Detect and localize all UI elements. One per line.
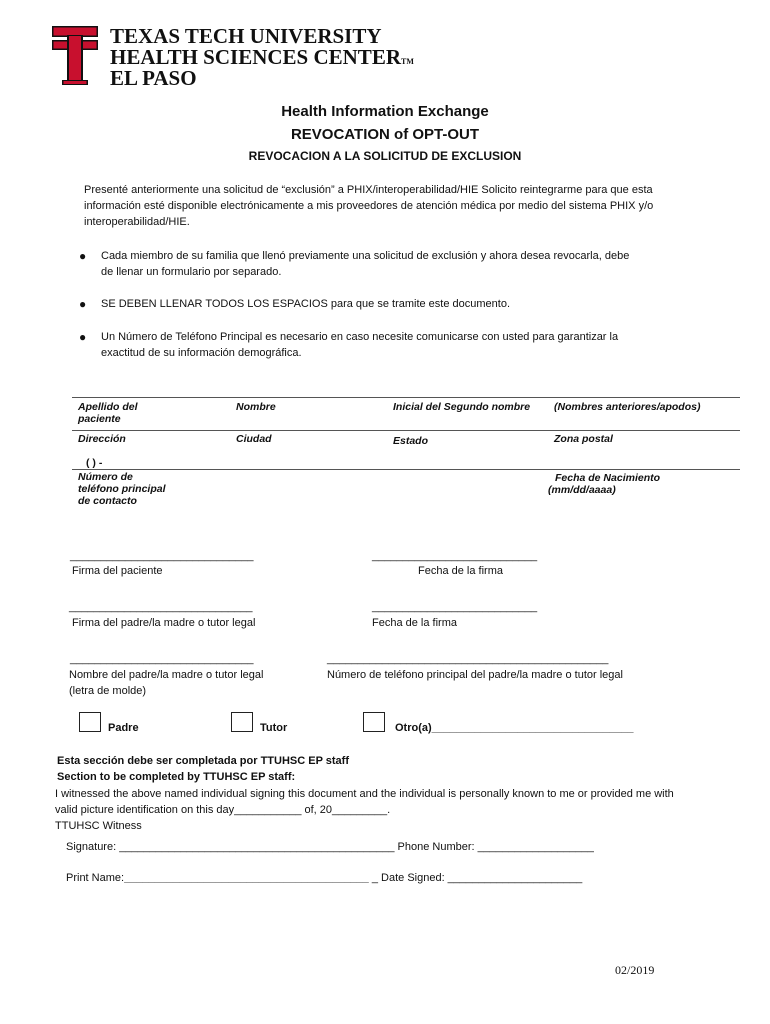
brand-line-1: TEXAS TECH UNIVERSITY <box>110 24 382 48</box>
bullet-text: Un Número de Teléfono Principal es necesario en caso necesite comunicarse con usted para garantizar la <box>101 331 619 343</box>
city-label: Ciudad <box>236 433 272 445</box>
witness-statement-line-2: valid picture identification on this day___________ of, 20_________. <box>55 804 391 816</box>
texas-tech-double-t-logo <box>52 26 98 86</box>
staff-heading-en: Section to be completed by TTUHSC EP staff: <box>57 771 296 783</box>
bullet-dot: ● <box>79 249 87 263</box>
tutor-checkbox-label: Tutor <box>260 722 288 734</box>
patient-signature-line[interactable]: ______________________________ <box>70 550 254 562</box>
witness-signature-phone-row[interactable]: Signature: _____________________________________________ Phone Number: ___________________ <box>66 841 594 853</box>
guardian-name-line[interactable]: ______________________________ <box>70 653 254 665</box>
witness-statement-line-1: I witnessed the above named individual signing this document and the individual is personally known to me or provided me with <box>55 788 674 800</box>
guardian-sign-date-line[interactable]: ___________________________ <box>372 601 538 613</box>
parent-checkbox[interactable] <box>79 712 101 732</box>
print-name-line[interactable]: ________________________________________ <box>124 872 369 884</box>
zip-label: Zona postal <box>554 433 613 445</box>
address-label: Dirección <box>78 433 126 445</box>
bullet-dot: ● <box>79 330 87 344</box>
bullet-text: de llenar un formulario por separado. <box>101 266 282 278</box>
first-name-label: Nombre <box>236 401 276 413</box>
bullet-dot: ● <box>79 297 87 311</box>
date-signed-field[interactable]: _ Date Signed: ______________________ <box>368 872 583 884</box>
guardian-phone-line[interactable]: ______________________________________________ <box>327 653 609 665</box>
patient-sign-date-line[interactable]: ___________________________ <box>372 550 538 562</box>
name-field-line[interactable] <box>72 397 740 398</box>
patient-signature-label: Firma del paciente <box>72 565 163 577</box>
staff-heading-es: Esta sección debe ser completada por TTUHSC EP staff <box>57 755 349 767</box>
phone-label: Número de teléfono principal de contacto <box>78 471 166 507</box>
bullet-item <box>79 248 721 280</box>
middle-initial-label: Inicial del Segundo nombre <box>393 401 531 413</box>
bullet-text: exactitud de su información demográfica. <box>101 347 302 359</box>
address-field-line[interactable] <box>72 430 740 431</box>
state-label: Estado <box>393 435 429 447</box>
bullet-item <box>79 296 721 312</box>
guardian-phone-label: Número de teléfono principal del padre/la madre o tutor legal <box>327 669 623 681</box>
other-checkbox[interactable] <box>363 712 385 732</box>
bullet-item <box>79 329 721 361</box>
guardian-name-label: Nombre del padre/la madre o tutor legal (letra de molde) <box>69 669 264 697</box>
trademark-mark: TM <box>401 57 414 66</box>
revision-date: 02/2019 <box>615 963 655 977</box>
witness-label: TTUHSC Witness <box>55 820 142 832</box>
title-line-2: REVOCATION of OPT-OUT <box>290 126 480 143</box>
guardian-sign-date-label: Fecha de la firma <box>372 617 457 629</box>
print-name-label: Print Name: <box>66 872 125 884</box>
guardian-signature-label: Firma del padre/la madre o tutor legal <box>72 617 256 629</box>
witness-print-name-row[interactable] <box>66 870 582 886</box>
tutor-checkbox[interactable] <box>231 712 253 732</box>
parent-checkbox-label: Padre <box>108 722 139 734</box>
guardian-signature-line[interactable]: ______________________________ <box>69 601 253 613</box>
intro-line-1: Presenté anteriormente una solicitud de “exclusión” a PHIX/interoperabilidad/HIE Solicito reintegrarme para que esta <box>84 184 653 196</box>
title-line-3: REVOCACION A LA SOLICITUD DE EXCLUSION <box>248 149 522 163</box>
phone-mask: ( ) - <box>86 457 103 469</box>
intro-paragraph <box>84 182 724 230</box>
intro-line-3: interoperabilidad/HIE. <box>84 216 190 228</box>
dob-label: Fecha de Nacimiento (mm/dd/aaaa) <box>548 472 661 496</box>
former-names-label: (Nombres anteriores/apodos) <box>554 401 701 413</box>
intro-line-2: información esté disponible electrónicamente a mis proveedores de atención médica por medio del sistema PHIX y/o <box>84 200 654 212</box>
other-checkbox-label: Otro(a)_________________________________ <box>395 722 634 734</box>
title-line-1: Health Information Exchange <box>281 103 489 120</box>
patient-sign-date-label: Fecha de la firma <box>418 565 503 577</box>
phone-dob-field-line[interactable] <box>72 469 740 470</box>
bullet-text: SE DEBEN LLENAR TODOS LOS ESPACIOS para que se tramite este documento. <box>101 298 511 310</box>
last-name-label: Apellido del paciente <box>78 401 138 425</box>
brand-line-2: HEALTH SCIENCES CENTERTM <box>110 45 414 69</box>
bullet-text: Cada miembro de su familia que llenó previamente una solicitud de exclusión y ahora desea revocarla, debe <box>101 250 630 262</box>
brand-line-3: EL PASO <box>110 66 197 90</box>
